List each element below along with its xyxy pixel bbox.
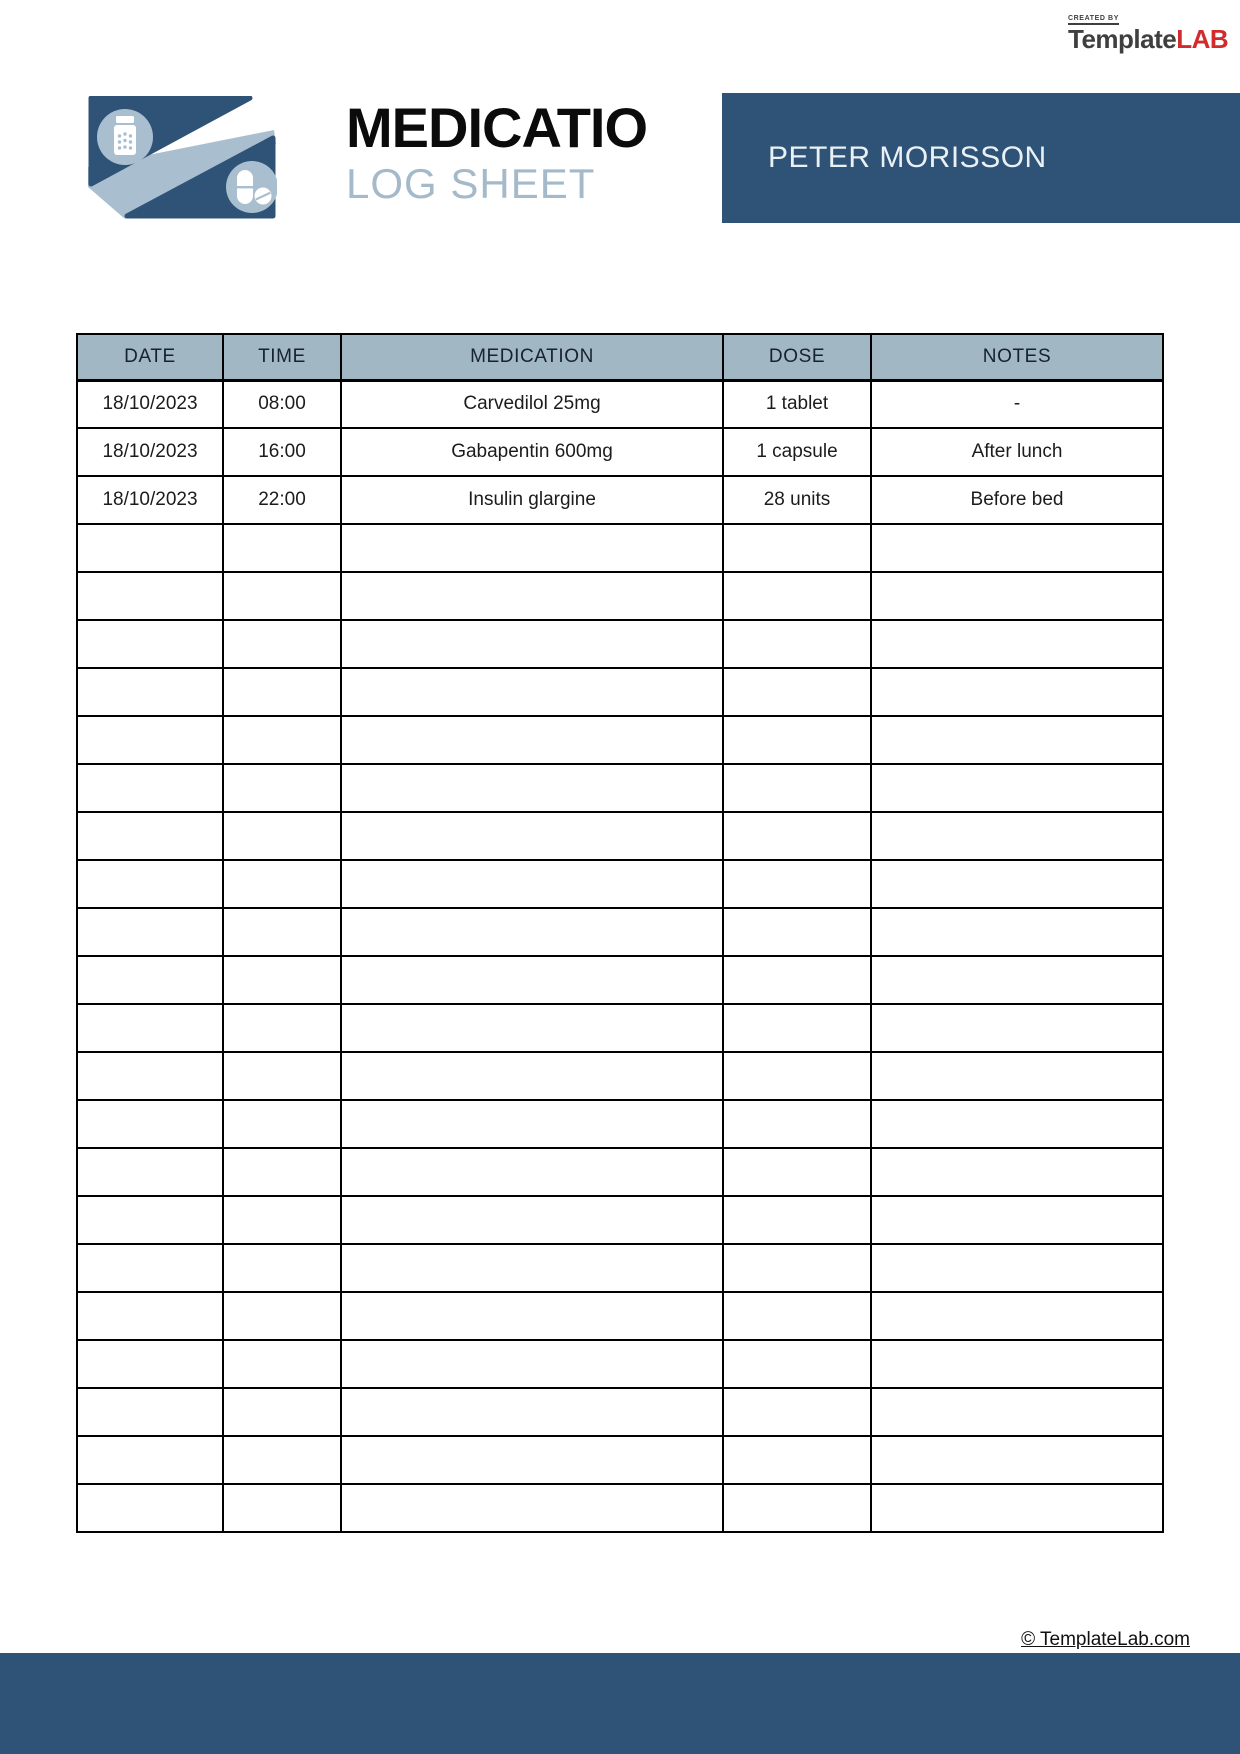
table-row xyxy=(77,380,1163,428)
table-cell xyxy=(223,956,341,1004)
table-cell xyxy=(77,1388,223,1436)
footer-bar xyxy=(0,1653,1240,1754)
table-cell xyxy=(341,1148,723,1196)
table-cell xyxy=(223,908,341,956)
table-cell xyxy=(223,1052,341,1100)
column-header-notes: NOTES xyxy=(871,334,1163,380)
table-cell xyxy=(341,1100,723,1148)
table-cell xyxy=(341,1484,723,1532)
table-cell xyxy=(871,572,1163,620)
table-cell xyxy=(871,1148,1163,1196)
table-row xyxy=(77,428,1163,476)
table-cell xyxy=(871,620,1163,668)
table-cell xyxy=(723,1148,871,1196)
table-cell xyxy=(341,764,723,812)
table-row-empty xyxy=(77,1436,1163,1484)
table-row-empty xyxy=(77,1004,1163,1052)
table-cell xyxy=(77,1244,223,1292)
table-row-empty xyxy=(77,1292,1163,1340)
table-cell xyxy=(341,1244,723,1292)
table-cell xyxy=(871,860,1163,908)
table-cell xyxy=(871,716,1163,764)
column-header-date: DATE xyxy=(77,334,223,380)
patient-name: PETER MORISSON xyxy=(768,141,1047,174)
table-cell xyxy=(723,764,871,812)
table-row-empty xyxy=(77,668,1163,716)
table-cell xyxy=(223,1148,341,1196)
table-cell xyxy=(223,1196,341,1244)
table-row-empty xyxy=(77,524,1163,572)
table-cell xyxy=(871,1388,1163,1436)
table-cell xyxy=(871,1196,1163,1244)
table-cell xyxy=(341,572,723,620)
table-cell: After lunch xyxy=(871,428,1163,476)
table-cell xyxy=(871,1436,1163,1484)
table-cell xyxy=(723,1436,871,1484)
table-cell xyxy=(77,1196,223,1244)
table-cell: 28 units xyxy=(723,476,871,524)
table-row-empty xyxy=(77,1100,1163,1148)
table-cell xyxy=(77,860,223,908)
table-cell xyxy=(223,812,341,860)
table-cell xyxy=(871,764,1163,812)
page-title: MEDICATIO xyxy=(346,96,648,159)
table-cell xyxy=(723,1484,871,1532)
table-row-empty xyxy=(77,620,1163,668)
table-cell: 1 tablet xyxy=(723,380,871,428)
table-cell xyxy=(723,1292,871,1340)
brand-name: Template xyxy=(1068,24,1177,54)
table-cell xyxy=(341,524,723,572)
table-cell xyxy=(723,1052,871,1100)
table-cell xyxy=(77,524,223,572)
table-cell xyxy=(723,956,871,1004)
table-cell xyxy=(223,860,341,908)
table-cell: 22:00 xyxy=(223,476,341,524)
table-cell xyxy=(723,1388,871,1436)
table-cell xyxy=(723,572,871,620)
table-cell xyxy=(223,572,341,620)
table-row-empty xyxy=(77,1340,1163,1388)
title-block xyxy=(346,96,648,207)
table-row-empty xyxy=(77,1484,1163,1532)
table-cell xyxy=(723,1004,871,1052)
table-row xyxy=(77,476,1163,524)
table-cell: Carvedilol 25mg xyxy=(341,380,723,428)
table-cell xyxy=(723,524,871,572)
table-cell xyxy=(77,668,223,716)
table-row-empty xyxy=(77,812,1163,860)
table-cell: Insulin glargine xyxy=(341,476,723,524)
table-cell xyxy=(341,1388,723,1436)
table-cell xyxy=(77,1484,223,1532)
table-cell xyxy=(77,1148,223,1196)
table-cell: 18/10/2023 xyxy=(77,428,223,476)
table-cell xyxy=(223,1436,341,1484)
table-cell xyxy=(341,1436,723,1484)
table-cell: Before bed xyxy=(871,476,1163,524)
column-header-medication: MEDICATION xyxy=(341,334,723,380)
table-row-empty xyxy=(77,1148,1163,1196)
table-row-empty xyxy=(77,764,1163,812)
created-by-label: CREATED BY xyxy=(1068,15,1119,25)
table-cell xyxy=(871,1292,1163,1340)
table-cell xyxy=(341,716,723,764)
table-cell: 08:00 xyxy=(223,380,341,428)
table-cell xyxy=(871,1244,1163,1292)
table-cell xyxy=(723,1100,871,1148)
table-row-empty xyxy=(77,1052,1163,1100)
table-cell xyxy=(77,1436,223,1484)
table-cell xyxy=(871,524,1163,572)
column-header-dose: DOSE xyxy=(723,334,871,380)
table-cell xyxy=(223,1100,341,1148)
table-body xyxy=(77,380,1163,1532)
table-cell xyxy=(77,812,223,860)
table-cell xyxy=(723,1196,871,1244)
table-cell xyxy=(77,1004,223,1052)
table-cell xyxy=(223,1484,341,1532)
table-cell xyxy=(223,1388,341,1436)
table-cell xyxy=(871,1340,1163,1388)
medicine-bottle-icon xyxy=(97,109,153,165)
table-cell xyxy=(77,1052,223,1100)
table-cell xyxy=(223,668,341,716)
table-cell xyxy=(871,1484,1163,1532)
table-cell: 18/10/2023 xyxy=(77,476,223,524)
table-cell xyxy=(341,908,723,956)
table-cell xyxy=(223,1292,341,1340)
table-cell xyxy=(77,956,223,1004)
table-cell xyxy=(341,668,723,716)
medication-log-table xyxy=(76,333,1164,1533)
table-cell xyxy=(871,956,1163,1004)
table-cell xyxy=(77,1100,223,1148)
table-row-empty xyxy=(77,572,1163,620)
table-cell xyxy=(341,860,723,908)
table-cell xyxy=(871,812,1163,860)
table-cell xyxy=(871,668,1163,716)
table-header xyxy=(77,334,1163,380)
table-cell xyxy=(223,1004,341,1052)
table-header-row xyxy=(77,334,1163,380)
patient-name-box xyxy=(722,93,1240,223)
table-cell xyxy=(223,620,341,668)
table-cell xyxy=(223,764,341,812)
table-row-empty xyxy=(77,1196,1163,1244)
table-cell xyxy=(341,1292,723,1340)
table-cell xyxy=(341,812,723,860)
table-cell xyxy=(723,1340,871,1388)
pills-icon xyxy=(226,161,277,213)
column-header-time: TIME xyxy=(223,334,341,380)
table-cell xyxy=(341,1340,723,1388)
table-cell xyxy=(341,956,723,1004)
table-cell xyxy=(77,1340,223,1388)
table-cell xyxy=(723,908,871,956)
table-cell xyxy=(223,524,341,572)
page-subtitle: LOG SHEET xyxy=(346,160,596,207)
table-cell xyxy=(223,716,341,764)
table-row-empty xyxy=(77,716,1163,764)
table-cell: 16:00 xyxy=(223,428,341,476)
templatelab-logo xyxy=(1068,8,1228,52)
table-cell xyxy=(871,1052,1163,1100)
table-cell xyxy=(77,572,223,620)
table-row-empty xyxy=(77,956,1163,1004)
table-cell xyxy=(341,1004,723,1052)
table-cell xyxy=(723,1244,871,1292)
table-cell xyxy=(723,716,871,764)
table-cell xyxy=(341,620,723,668)
table-cell xyxy=(723,668,871,716)
table-cell xyxy=(871,1100,1163,1148)
copyright-link[interactable]: © TemplateLab.com xyxy=(1021,1629,1190,1650)
table-cell xyxy=(341,1052,723,1100)
table-cell xyxy=(723,812,871,860)
table-cell xyxy=(77,764,223,812)
table-cell xyxy=(77,908,223,956)
table-cell xyxy=(77,620,223,668)
app-logo-graphic xyxy=(85,96,277,222)
table-cell xyxy=(77,1292,223,1340)
table-row-empty xyxy=(77,860,1163,908)
table-cell: 1 capsule xyxy=(723,428,871,476)
table-row-empty xyxy=(77,908,1163,956)
table-cell: Gabapentin 600mg xyxy=(341,428,723,476)
table-row-empty xyxy=(77,1388,1163,1436)
table-cell: - xyxy=(871,380,1163,428)
table-cell xyxy=(77,716,223,764)
table-row-empty xyxy=(77,1244,1163,1292)
table-cell xyxy=(871,908,1163,956)
table-cell xyxy=(341,1196,723,1244)
brand-suffix: LAB xyxy=(1176,24,1229,54)
table-cell xyxy=(223,1244,341,1292)
table-cell xyxy=(871,1004,1163,1052)
table-cell: 18/10/2023 xyxy=(77,380,223,428)
table-cell xyxy=(223,1340,341,1388)
brand-wordmark xyxy=(1068,24,1228,54)
table-cell xyxy=(723,860,871,908)
app-logo xyxy=(85,96,277,222)
table-cell xyxy=(723,620,871,668)
